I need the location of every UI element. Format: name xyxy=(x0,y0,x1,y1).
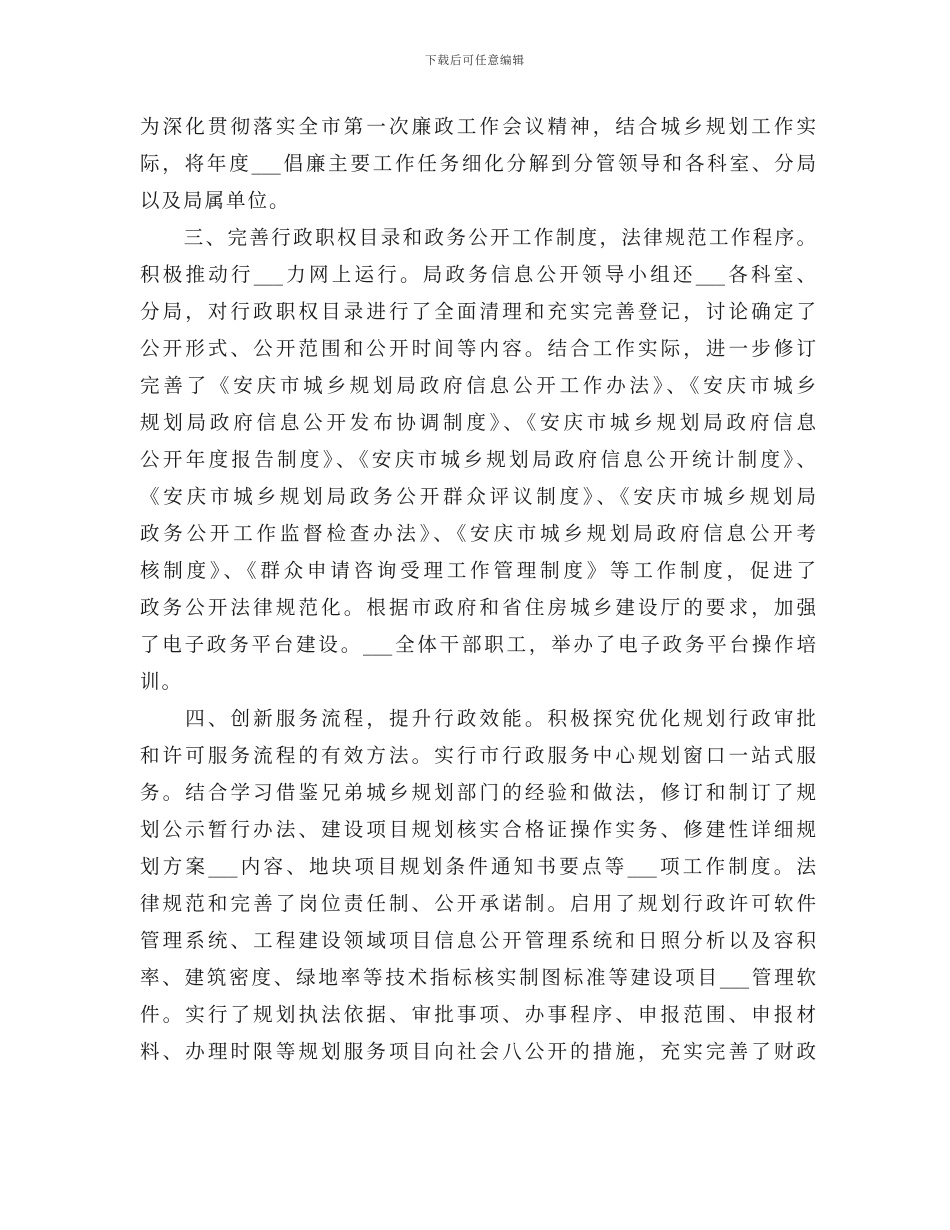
text-line: 政务公开工作监督检查办法》、《安庆市城乡规划局政府信息公开考 xyxy=(140,522,816,545)
text-line: 以及局属单位。 xyxy=(140,189,291,212)
text-line: 核制度》、《群众申请咨询受理工作管理制度》等工作制度，促进了 xyxy=(140,559,816,582)
text-line: 四、创新服务流程，提升行政效能。积极探究优化规划行政审批 xyxy=(140,707,816,730)
text-line: 《安庆市城乡规划局政务公开群众评议制度》、《安庆市城乡规划局 xyxy=(140,485,816,508)
text-line: 规划局政府信息公开发布协调制度》、《安庆市城乡规划局政府信息 xyxy=(140,411,816,434)
text-line: 率、建筑密度、绿地率等技术指标核实制图标准等建设项目___管理软 xyxy=(140,966,816,989)
paragraph-2 xyxy=(140,219,816,700)
text-line: 积极推动行___力网上运行。局政务信息公开领导小组还___各科室、 xyxy=(140,263,816,286)
text-line: 训。 xyxy=(140,670,184,693)
text-line: 划公示暂行办法、建设项目规划核实合格证操作实务、修建性详细规 xyxy=(140,818,816,841)
text-line: 公开形式、公开范围和公开时间等内容。结合工作实际，进一步修订 xyxy=(140,337,816,360)
document-body xyxy=(140,108,816,1070)
text-line: 务。结合学习借鉴兄弟城乡规划部门的经验和做法，修订和制订了规 xyxy=(140,781,816,804)
text-line: 际，将年度___倡廉主要工作任务细化分解到分管领导和各科室、分局 xyxy=(140,152,816,175)
text-line: 为深化贯彻落实全市第一次廉政工作会议精神，结合城乡规划工作实 xyxy=(140,115,816,138)
page-header: 下载后可任意编辑 xyxy=(425,53,525,67)
text-line: 三、完善行政职权目录和政务公开工作制度，法律规范工作程序。 xyxy=(140,226,816,249)
text-line: 分局，对行政职权目录进行了全面清理和充实完善登记，讨论确定了 xyxy=(140,300,816,323)
paragraph-3 xyxy=(140,700,816,1070)
text-line: 和许可服务流程的有效方法。实行市行政服务中心规划窗口一站式服 xyxy=(140,744,816,767)
text-line: 件。实行了规划执法依据、审批事项、办事程序、申报范围、申报材 xyxy=(140,1003,816,1026)
text-line: 了电子政务平台建设。___全体干部职工，举办了电子政务平台操作培 xyxy=(140,633,816,656)
paragraph-1 xyxy=(140,108,816,219)
text-line: 政务公开法律规范化。根据市政府和省住房城乡建设厅的要求，加强 xyxy=(140,596,816,619)
text-line: 公开年度报告制度》、《安庆市城乡规划局政府信息公开统计制度》、 xyxy=(140,448,816,471)
text-line: 料、办理时限等规划服务项目向社会八公开的措施，充实完善了财政 xyxy=(140,1040,816,1063)
text-line: 律规范和完善了岗位责任制、公开承诺制。启用了规划行政许可软件 xyxy=(140,892,816,915)
text-line: 划方案___内容、地块项目规划条件通知书要点等___项工作制度。法 xyxy=(140,855,816,878)
text-line: 完善了《安庆市城乡规划局政府信息公开工作办法》、《安庆市城乡 xyxy=(140,374,816,397)
text-line: 管理系统、工程建设领域项目信息公开管理系统和日照分析以及容积 xyxy=(140,929,816,952)
